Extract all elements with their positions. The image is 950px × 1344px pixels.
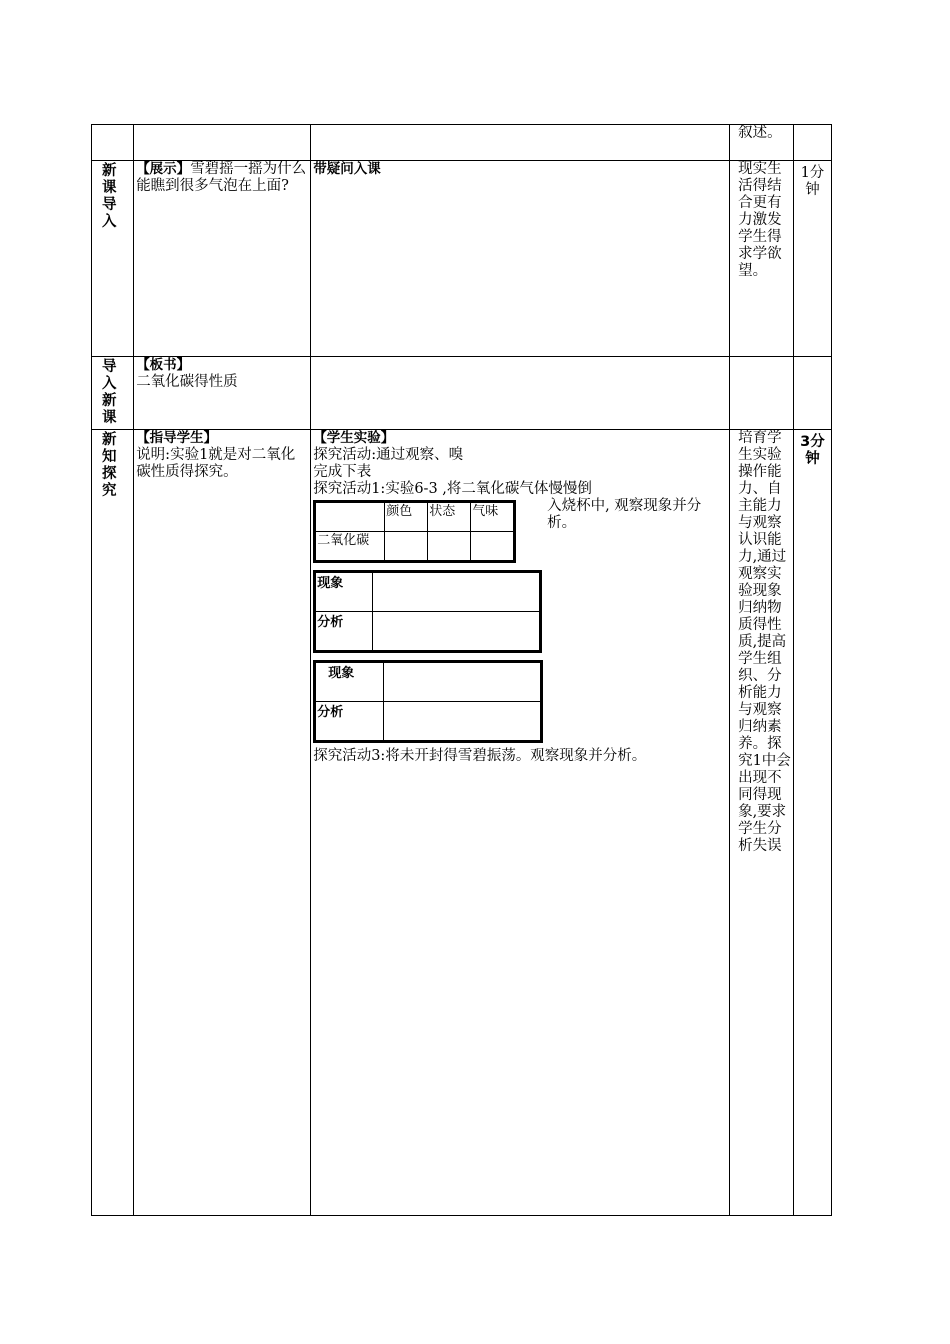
properties-table-box	[313, 500, 516, 563]
table-row	[92, 430, 832, 1216]
table-row	[92, 161, 832, 357]
time-cell	[793, 125, 831, 161]
teacher-cell	[134, 125, 311, 161]
student-cell: 带疑问入课	[311, 161, 730, 357]
stage-cell: 新 知 探 究	[92, 430, 134, 1216]
stage-cell	[92, 125, 134, 161]
purpose-cell: 培育学生实验操作能力、自主能力与观察认识能力,通过观察实验现象归纳物质得性质,提高学生组织、分析能力与观察归纳素养。探究1中会出现不同得现象,要求学生分析失误	[730, 430, 794, 1216]
table-row	[92, 125, 832, 161]
table-row	[92, 357, 832, 430]
time-cell	[793, 357, 831, 430]
purpose-cell: 叙述。	[730, 125, 794, 161]
student-cell	[311, 357, 730, 430]
stage-cell: 新 课 导 入	[92, 161, 134, 357]
time-cell: 1分钟	[793, 161, 831, 357]
observation-table-2: 现象 分析	[313, 660, 543, 743]
purpose-cell: 现实生活得结合更有力激发学生得求学欲望。	[730, 161, 794, 357]
properties-table: 颜色 状态 气味 二氧化碳	[315, 502, 514, 561]
teacher-cell: 【板书】 二氧化碳得性质	[134, 357, 311, 430]
student-cell	[311, 125, 730, 161]
purpose-cell	[730, 357, 794, 430]
student-cell: 【学生实验】 探究活动:通过观察、嗅 完成下表 探究活动1:实验6-3 ,将二氧化碳气体慢慢倒 入烧杯中, 观察现象并分析。 颜色 状态 气味 二氧化碳 现象 分析 现象 分析 探究活动3:将未开封得雪碧振荡。观察现象并分析。	[311, 430, 730, 1216]
stage-cell: 导 入 新 课	[92, 357, 134, 430]
teacher-cell: 【指导学生】 说明:实验1就是对二氧化碳性质得探究。	[134, 430, 311, 1216]
lesson-plan-table	[91, 124, 832, 1216]
time-cell: 3分钟	[793, 430, 831, 1216]
teacher-cell: 【展示】雪碧摇一摇为什么能瞧到很多气泡在上面?	[134, 161, 311, 357]
observation-table-1: 现象 分析	[313, 570, 542, 653]
